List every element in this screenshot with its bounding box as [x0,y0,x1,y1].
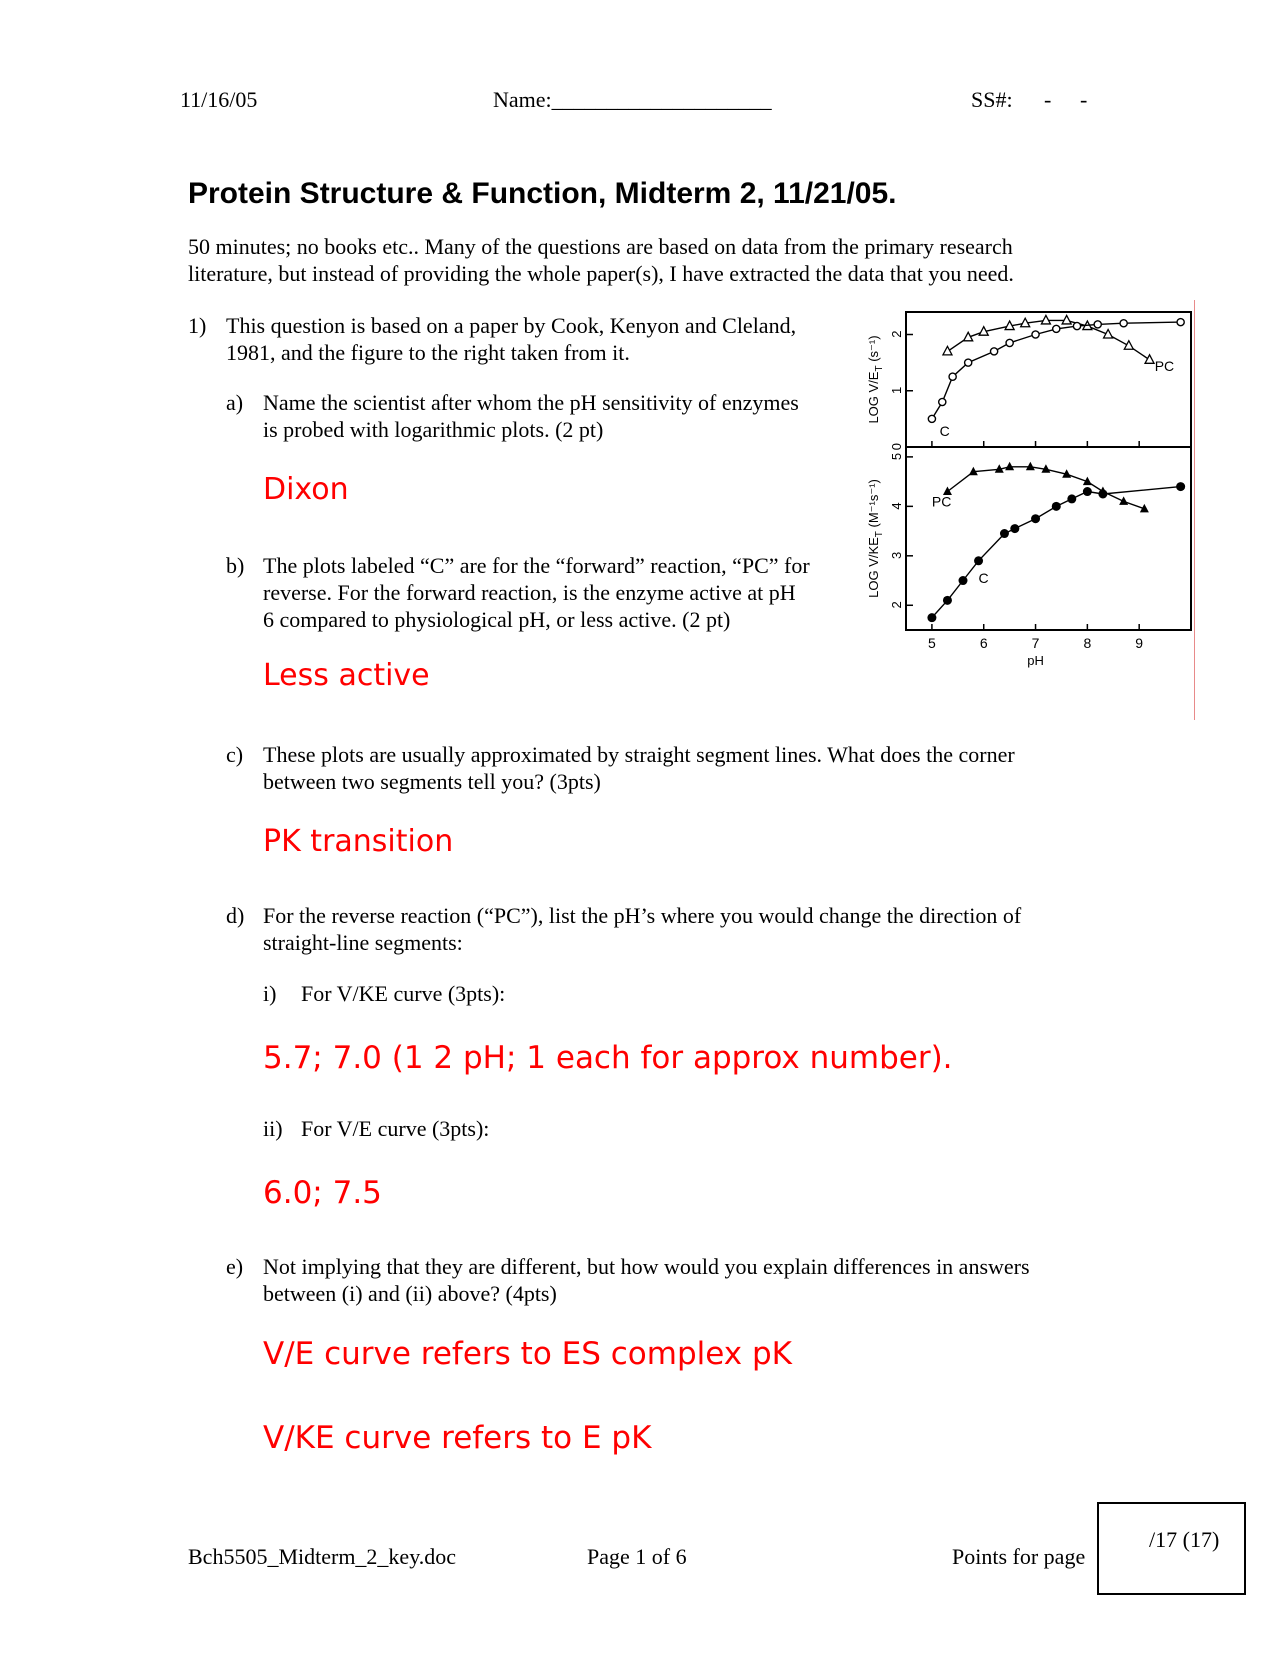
top-panel [866,312,1191,450]
data-point [1083,487,1092,496]
data-point [928,415,935,422]
series-label-pc: PC [1154,358,1175,375]
answer-b: Less active [263,658,430,693]
text-line: 1981, and the figure to the right taken from it. [226,340,630,365]
ss-dash: - [1044,87,1052,112]
y-tick-label: 2 [889,330,904,338]
data-point [1062,315,1071,324]
page-title: Protein Structure & Function, Midterm 2, 11/21/05. [188,177,897,210]
text-line: reverse. For the forward reaction, is the enzyme active at pH [263,580,796,605]
data-point [1120,320,1127,327]
question-label: a) [226,390,244,415]
sub-question-ii-text: For V/E curve (3pts): [301,1116,490,1141]
ph-rate-figure [853,300,1193,720]
data-point [949,373,956,380]
answer-e-1: V/E curve refers to ES complex pK [263,1336,792,1372]
intro-line: literature, but instead of providing the whole paper(s), I have extracted the data that you need. [188,261,1014,286]
data-point [1052,502,1061,511]
y-tick-label: 4 [889,502,904,510]
series-line-pc [948,320,1150,359]
intro-line: 50 minutes; no books etc.. Many of the questions are based on data from the primary research [188,234,1013,259]
data-point [1000,529,1009,538]
question-number: 1) [188,313,207,338]
data-point [1098,489,1107,498]
data-point [1145,355,1154,364]
header-date: 11/16/05 [180,87,258,112]
data-point [1176,482,1185,491]
x-tick-label: 8 [1083,635,1092,651]
question-label: e) [226,1254,244,1279]
question-label: d) [226,903,245,928]
answer-d-ii: 6.0; 7.5 [263,1175,382,1211]
data-point [1094,321,1101,328]
data-point [1010,524,1019,533]
series-label-pc: PC [931,493,952,510]
y-tick-label: 2 [889,601,904,609]
text-line: These plots are usually approximated by straight segment lines. What does the corner [263,742,1015,767]
y-axis-label: LOG $V/E_T$ (s⁻¹) [866,335,885,424]
series-label-c: C [978,570,989,587]
bottom-panel [866,447,1191,668]
text-line: between two segments tell you? (3pts) [263,769,601,794]
question-1-text [226,312,796,366]
text-line: This question is based on a paper by Cook, Kenyon and Cleland, [226,313,797,338]
answer-c: PK transition [263,824,454,859]
data-point [1031,514,1040,523]
text-line: The plots labeled “C” are for the “forward” reaction, “PC” for [263,553,810,578]
data-point [943,346,952,355]
footer-filename: Bch5505_Midterm_2_key.doc [188,1544,457,1569]
question-label: c) [226,742,244,767]
data-point [1124,341,1133,350]
data-point [959,576,968,585]
data-point [1006,339,1013,346]
intro-paragraph [188,233,1014,287]
question-e-text [263,1253,1030,1307]
data-point [1067,494,1076,503]
text-line: Not implying that they are different, but how would you explain differences in answers [263,1254,1030,1279]
y-tick-label: 0 [889,443,904,451]
x-axis-label: pH [1027,653,1044,668]
data-point [965,359,972,366]
text-line: between (i) and (ii) above? (4pts) [263,1281,557,1306]
text-line: Name the scientist after whom the pH sensitivity of enzymes [263,390,799,415]
y-tick-label: 3 [889,551,904,560]
ss-dash: - [1080,87,1088,112]
y-axis-label: LOG $V/KE_T$ (M⁻¹s⁻¹) [866,479,885,598]
x-tick-label: 9 [1135,635,1144,651]
sub-question-label: ii) [263,1116,283,1141]
sub-question-label: i) [263,981,277,1006]
question-c-text [263,741,1015,795]
data-point [1053,325,1060,332]
data-point [974,556,983,565]
data-point [939,398,946,405]
answer-e-2: V/KE curve refers to E pK [263,1420,652,1456]
ss-field-label: SS#: [971,87,1013,112]
data-point [1177,319,1184,326]
name-field-label: Name:____________________ [493,87,772,112]
data-point [1041,315,1050,324]
text-line: 6 compared to physiological pH, or less active. (2 pt) [263,607,731,632]
data-point [1032,331,1039,338]
text-line: straight-line segments: [263,930,463,955]
answer-a: Dixon [263,472,349,507]
x-tick-label: 5 [928,635,936,651]
answer-d-i: 5.7; 7.0 (1 2 pH; 1 each for approx number). [263,1040,953,1076]
points-box [1097,1502,1246,1595]
series-line-pc [948,467,1145,509]
data-point [927,613,936,622]
question-label: b) [226,553,245,578]
data-point [1005,462,1014,471]
y-tick-label: 5 [889,452,904,461]
x-tick-label: 6 [979,635,988,651]
footer-page-number: Page 1 of 6 [587,1544,687,1569]
points-value: /17 (17) [1149,1527,1220,1552]
sub-question-i-text: For V/KE curve (3pts): [301,981,506,1006]
text-line: For the reverse reaction (“PC”), list the pH’s where you would change the direction of [263,903,1022,928]
margin-rule [1194,300,1195,720]
points-label: Points for page [952,1544,1086,1569]
data-point [943,596,952,605]
y-tick-label: 1 [889,386,904,394]
data-point [990,348,997,355]
question-b-text [263,552,833,633]
text-line: is probed with logarithmic plots. (2 pt) [263,417,604,442]
question-d-text [263,902,1021,956]
x-tick-label: 7 [1031,635,1040,651]
data-point [1026,462,1035,471]
series-label-c: C [939,422,950,439]
data-point [1073,322,1080,329]
question-a-text [263,389,799,443]
